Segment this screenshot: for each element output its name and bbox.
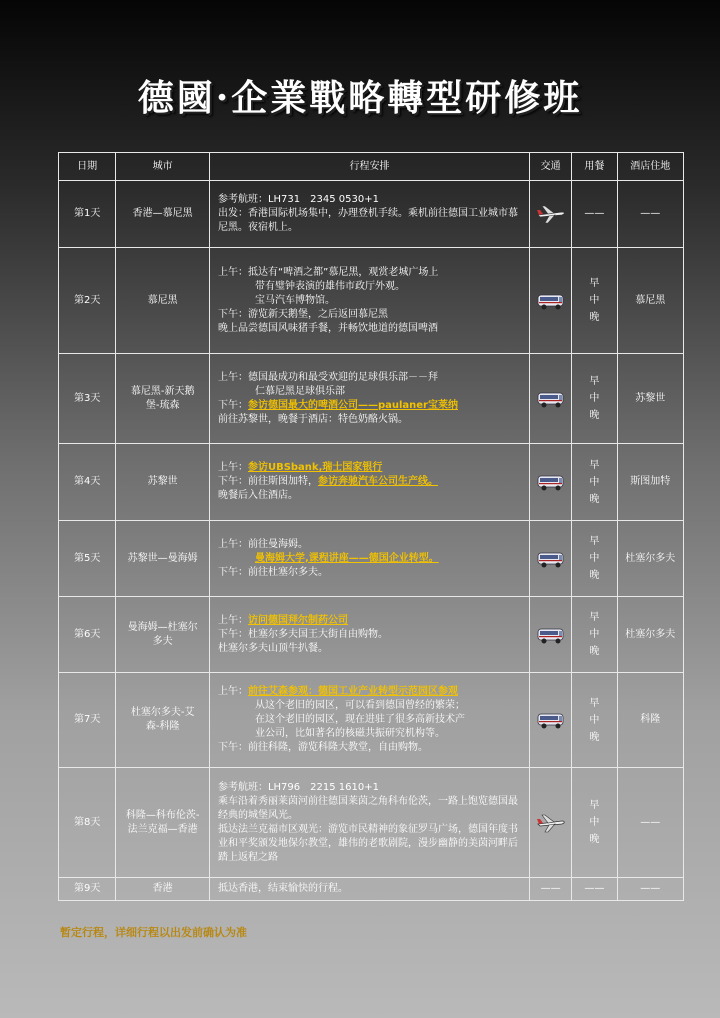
schedule-label: 上午：	[217, 462, 248, 473]
transport-cell	[530, 354, 572, 444]
header-schedule: 行程安排	[209, 153, 529, 181]
day-cell: 第9天	[59, 878, 116, 901]
schedule-line: 下午：前往杜塞尔多夫。	[217, 566, 328, 578]
schedule-line: 带有璧钟表演的雄伟市政厅外观。	[254, 280, 405, 292]
meal-cell	[572, 768, 617, 878]
highlight-link[interactable]: 访问德国拜尔制药公司	[247, 614, 348, 626]
schedule-line: 参考航班：LH796 2215 1610+1	[217, 781, 379, 793]
schedule-line: 下午：前往科隆，游览科隆大教堂，自由购物。	[217, 742, 428, 753]
schedule-cell	[209, 597, 529, 673]
table-row	[59, 597, 684, 673]
table-row	[59, 878, 684, 901]
schedule-line	[218, 685, 521, 699]
transport-cell	[530, 521, 572, 597]
coach-bus-icon	[536, 290, 566, 312]
hotel-cell: ——	[617, 878, 683, 901]
schedule-line	[218, 461, 521, 475]
schedule-line: 出发：香港国际机场集中，办理登机手续。乘机前往德国工业城市慕尼黑。夜宿机上。	[217, 208, 518, 233]
meal-dinner: 晚	[589, 493, 600, 505]
day-cell: 第4天	[59, 444, 116, 521]
meal-breakfast: 早	[589, 459, 600, 471]
schedule-line: 在这个老旧的园区，现在进驻了很多高新技术产	[254, 714, 465, 725]
meal-breakfast: 早	[589, 278, 600, 289]
day-cell: 第1天	[59, 181, 116, 248]
meal-breakfast: 早	[589, 612, 600, 623]
table-row	[59, 768, 684, 878]
schedule-line: 上午：抵达有“啤酒之都”慕尼黑，观赏老城广场上	[217, 266, 439, 278]
schedule-cell	[209, 878, 529, 901]
schedule-cell	[209, 248, 529, 354]
city-cell: 香港	[116, 878, 210, 901]
city-cell: 曼海姆—杜塞尔多夫	[116, 597, 210, 673]
schedule-line: 上午：前往曼海姆。	[217, 538, 308, 550]
header-date: 日期	[59, 153, 116, 181]
meal-lunch: 中	[589, 629, 600, 640]
meal-cell	[572, 673, 617, 768]
hotel-cell: 杜塞尔多夫	[617, 597, 683, 673]
transport-cell	[530, 181, 572, 248]
schedule-line: 下午：杜塞尔多夫国王大街自由购物。	[217, 628, 388, 640]
airplane-icon	[536, 812, 566, 834]
city-cell: 苏黎世—曼海姆	[116, 521, 210, 597]
highlight-link[interactable]: 曼海姆大学,课程讲座——德国企业转型。	[254, 552, 439, 564]
schedule-cell	[209, 768, 529, 878]
table-row	[59, 521, 684, 597]
hotel-cell: ——	[617, 768, 683, 878]
coach-bus-icon	[536, 624, 566, 646]
meal-lunch: 中	[589, 817, 600, 828]
schedule-line: 上午：德国最成功和最受欢迎的足球俱乐部－－拜	[217, 371, 438, 383]
schedule-cell	[209, 354, 529, 444]
meal-cell	[572, 444, 617, 521]
hotel-cell: 科隆	[617, 673, 683, 768]
schedule-cell	[209, 521, 529, 597]
day-cell: 第6天	[59, 597, 116, 673]
schedule-line: 晚餐后入住酒店。	[217, 490, 298, 501]
schedule-line: 业公司，比如著名的核磁共振研究机构等。	[254, 728, 445, 739]
schedule-line: 杜塞尔多夫山顶牛扒餐。	[217, 642, 328, 654]
city-cell: 苏黎世	[116, 444, 210, 521]
table-row	[59, 354, 684, 444]
city-cell: 科隆—科布伦茨-法兰克福—香港	[116, 768, 210, 878]
highlight-link[interactable]: 参访德国最大的啤酒公司——paulaner宝莱纳	[247, 399, 458, 411]
day-cell: 第3天	[59, 354, 116, 444]
meal-dinner: 晚	[589, 834, 600, 845]
table-row	[59, 673, 684, 768]
coach-bus-icon	[536, 709, 566, 731]
hotel-cell: 苏黎世	[617, 354, 683, 444]
meal-cell	[572, 521, 617, 597]
schedule-label: 上午：	[217, 614, 248, 626]
transport-cell	[530, 248, 572, 354]
schedule-line: 晚上品尝德国风味猪手餐，并畅饮地道的德国啤酒	[217, 322, 438, 334]
schedule-cell	[209, 673, 529, 768]
meal-cell	[572, 248, 617, 354]
schedule-line: 从这个老旧的园区，可以看到德国曾经的繁荣；	[254, 700, 465, 711]
meal-cell	[572, 354, 617, 444]
coach-bus-icon	[536, 471, 566, 493]
page-title: 德國·企業戰略轉型研修班	[137, 77, 583, 119]
meal-breakfast: 早	[589, 697, 600, 709]
meal-dinner: 晚	[589, 410, 600, 421]
meal-breakfast: 早	[589, 800, 600, 811]
coach-bus-icon	[536, 388, 566, 410]
city-cell: 香港—慕尼黑	[116, 181, 210, 248]
hotel-cell: 慕尼黑	[617, 248, 683, 354]
table-header-row	[59, 153, 684, 181]
schedule-line	[218, 399, 521, 413]
footnote: 暂定行程，详细行程以出发前确认为准	[60, 926, 247, 939]
meal-lunch: 中	[589, 295, 600, 306]
table-row	[59, 248, 684, 354]
meal-breakfast: 早	[589, 536, 600, 547]
schedule-line: 前往苏黎世，晚餐于酒店：特色奶酪火锅。	[217, 413, 408, 425]
schedule-cell	[209, 181, 529, 248]
schedule-line: 仁慕尼黑足球俱乐部	[254, 385, 345, 397]
schedule-cell	[209, 444, 529, 521]
meal-lunch: 中	[589, 714, 600, 726]
schedule-line: 抵达香港，结束愉快的行程。	[217, 883, 348, 894]
schedule-label: 下午：前往斯图加特，	[217, 476, 318, 487]
meal-lunch: 中	[589, 393, 600, 404]
meal-lunch: 中	[589, 476, 600, 488]
meal-breakfast: 早	[589, 376, 600, 387]
meal-dinner: 晚	[589, 731, 600, 743]
highlight-link[interactable]: 参访奔驰汽车公司生产线。	[317, 476, 438, 487]
transport-cell	[530, 597, 572, 673]
meal-cell: ——	[572, 878, 617, 901]
schedule-line: 乘车沿着秀丽莱茵河前往德国莱茵之角科布伦茨，一路上饱览德国最经典的城堡风光。	[217, 795, 518, 821]
transport-cell	[530, 768, 572, 878]
table-row	[59, 444, 684, 521]
header-hotel: 酒店住地	[617, 153, 683, 181]
transport-cell	[530, 673, 572, 768]
schedule-line: 参考航班：LH731 2345 0530+1	[217, 194, 379, 205]
hotel-cell: 斯图加特	[617, 444, 683, 521]
header-transport: 交通	[530, 153, 572, 181]
transport-cell	[530, 444, 572, 521]
day-cell: 第5天	[59, 521, 116, 597]
airplane-icon	[536, 203, 566, 225]
schedule-label: 上午：	[217, 686, 248, 697]
hotel-cell: ——	[617, 181, 683, 248]
highlight-link[interactable]: 参访UBSbank,瑞士国家银行	[247, 462, 383, 473]
schedule-line	[218, 552, 521, 566]
meal-dinner: 晚	[589, 570, 600, 581]
day-cell: 第8天	[59, 768, 116, 878]
itinerary-table	[58, 152, 684, 901]
day-cell: 第7天	[59, 673, 116, 768]
meal-lunch: 中	[589, 553, 600, 564]
meal-dinner: 晚	[589, 312, 600, 323]
meal-dinner: 晚	[589, 646, 600, 657]
city-cell: 杜塞尔多夫-艾森-科隆	[116, 673, 210, 768]
highlight-link[interactable]: 前往艾森参观：德国工业产业转型示范园区参观	[247, 686, 458, 697]
meal-cell	[572, 597, 617, 673]
schedule-line	[218, 475, 521, 489]
schedule-line: 抵达法兰克福市区观光：游览市民精神的象征罗马广场，德国年度书业和平奖颁发地保尔教堂，雄伟的老歌剧院，漫步幽静的美茵河畔后踏上返程之路	[217, 823, 518, 863]
header-meals: 用餐	[572, 153, 617, 181]
city-cell: 慕尼黑-新天鹅堡-琉森	[116, 354, 210, 444]
schedule-label: 下午：	[217, 399, 248, 411]
transport-cell: ——	[530, 878, 572, 901]
city-cell: 慕尼黑	[116, 248, 210, 354]
table-row	[59, 181, 684, 248]
meal-cell: ——	[572, 181, 617, 248]
day-cell: 第2天	[59, 248, 116, 354]
schedule-line	[218, 614, 521, 628]
schedule-line: 宝马汽车博物馆。	[254, 294, 335, 306]
header-city: 城市	[116, 153, 210, 181]
schedule-line: 下午：游览新天鹅堡，之后返回慕尼黑	[217, 308, 388, 320]
coach-bus-icon	[536, 548, 566, 570]
hotel-cell: 杜塞尔多夫	[617, 521, 683, 597]
